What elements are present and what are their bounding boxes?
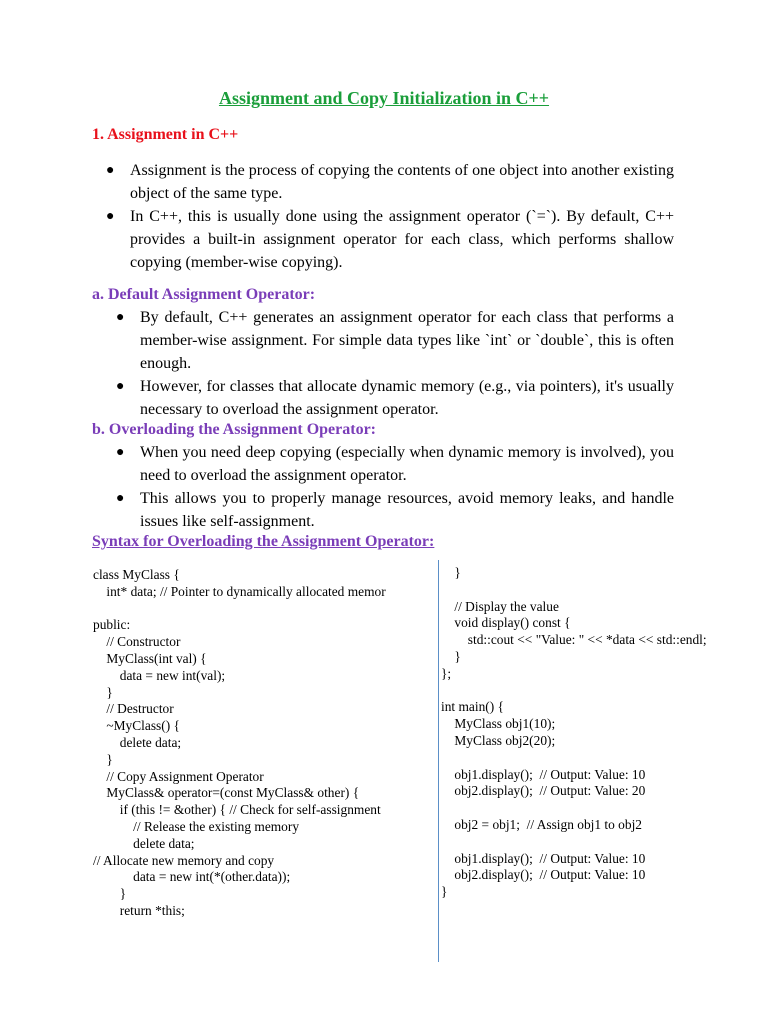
code-block-right: } // Display the value void display() const { std::cout << "Value: " << *data << std::endl; } }; int main() { MyClass obj1(10); MyClass obj2(20); obj1.display(); // Output: Value: 10 obj2.display(); // Output: Value: 20 obj2 = obj1; // Assign obj1 to obj2 obj1.display(); // Output: Value: 10 obj2.display(); // Output: Value: 10 } bbox=[441, 565, 707, 900]
bullet-text: However, for classes that allocate dynamic memory (e.g., via pointers), it's usually necessary to overload the assignment operator. bbox=[140, 378, 674, 418]
bullet-icon: ● bbox=[116, 379, 125, 394]
default-assignment-bullet-list bbox=[116, 306, 674, 421]
code-block-left: class MyClass { int* data; // Pointer to dynamically allocated memor public: // Constructor MyClass(int val) { data = new int(val); } // Destructor ~MyClass() { delete data; } // Copy Assignment Operator MyClass& operator=(const MyClass& other) { if (this != &other) { // Check for self-assignment // Release the existing memory delete data; // Allocate new memory and copy data = new int(*(other.data)); } return *this; bbox=[93, 567, 386, 918]
list-item bbox=[116, 306, 674, 375]
overloading-bullet-list bbox=[116, 441, 674, 533]
subheading-default-assignment: a. Default Assignment Operator: bbox=[92, 286, 316, 303]
list-item bbox=[106, 205, 674, 274]
bullet-icon: ● bbox=[116, 445, 125, 460]
subheading-overloading: b. Overloading the Assignment Operator: bbox=[92, 421, 376, 438]
bullet-icon: ● bbox=[116, 310, 125, 325]
assignment-bullet-list bbox=[106, 159, 674, 274]
bullet-text: By default, C++ generates an assignment operator for each class that performs a member-wise assignment. For simple data types like `int` or `double`, this is often enough. bbox=[140, 309, 674, 372]
section-heading-assignment: 1. Assignment in C++ bbox=[92, 126, 239, 143]
bullet-text: When you need deep copying (especially when dynamic memory is involved), you need to overload the assignment operator. bbox=[140, 444, 674, 484]
bullet-icon: ● bbox=[116, 491, 125, 506]
bullet-text: Assignment is the process of copying the contents of one object into another existing object of the same type. bbox=[130, 162, 674, 202]
page-title: Assignment and Copy Initialization in C++ bbox=[218, 88, 550, 108]
bullet-icon: ● bbox=[106, 209, 115, 224]
bullet-icon: ● bbox=[106, 163, 115, 178]
list-item bbox=[116, 375, 674, 421]
bullet-text: This allows you to properly manage resources, avoid memory leaks, and handle issues like self-assignment. bbox=[140, 490, 674, 530]
list-item bbox=[116, 487, 674, 533]
column-divider bbox=[438, 560, 439, 962]
list-item bbox=[106, 159, 674, 205]
list-item bbox=[116, 441, 674, 487]
syntax-heading: Syntax for Overloading the Assignment Operator: bbox=[92, 533, 435, 550]
bullet-text: In C++, this is usually done using the assignment operator (`=`). By default, C++ provides a built-in assignment operator for each class, which performs shallow copying (member-wise copying). bbox=[130, 208, 674, 271]
